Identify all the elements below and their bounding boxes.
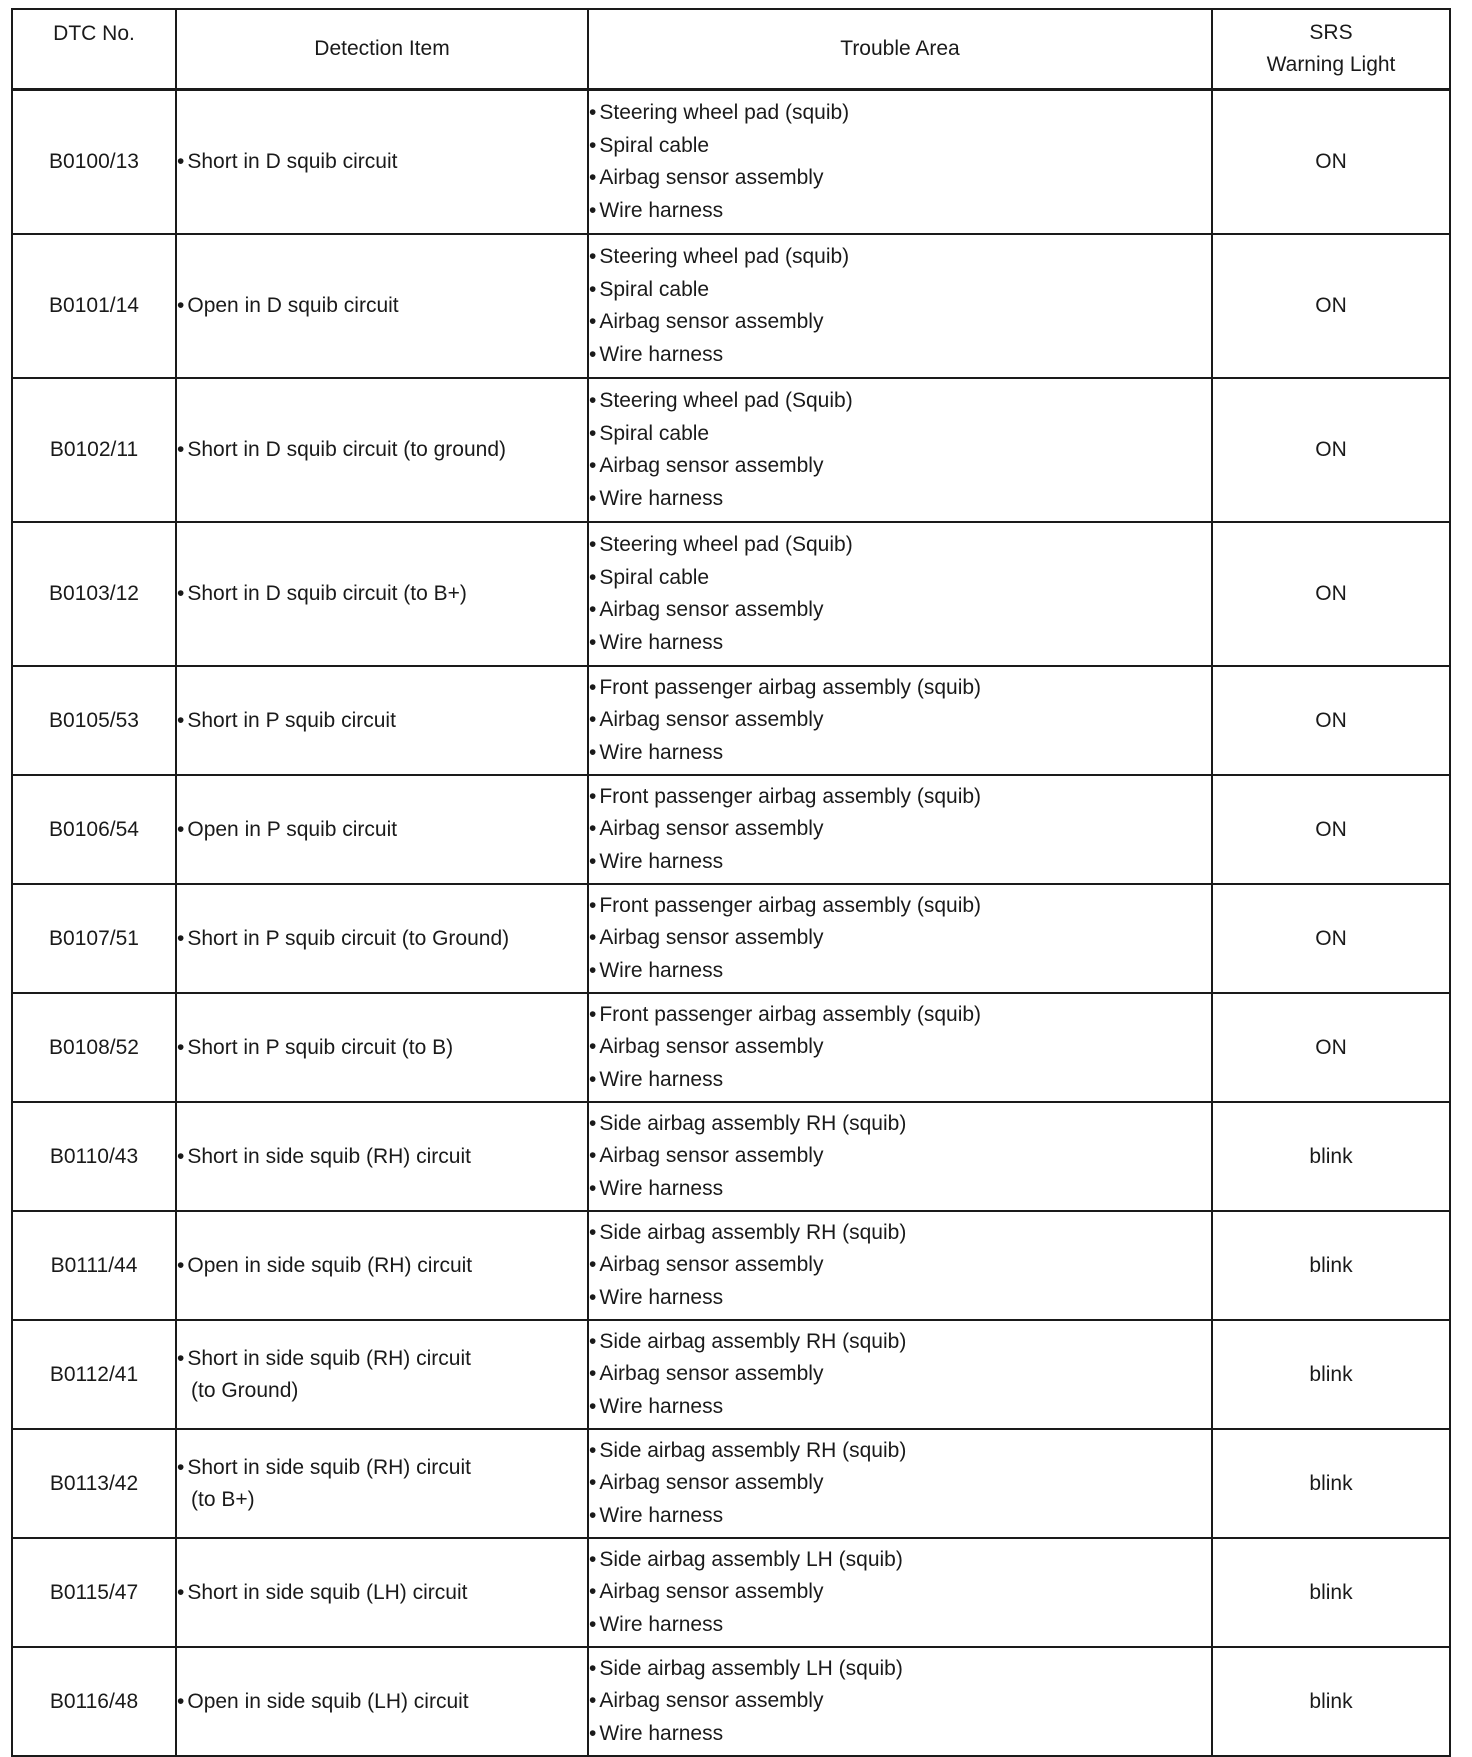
detection-item-text: (to Ground) — [191, 1378, 299, 1402]
trouble-area-item: • Steering wheel pad (Squib) — [589, 529, 1211, 562]
srs-warning-light-status: blink — [1212, 1211, 1450, 1320]
srs-warning-light-status: ON — [1212, 993, 1450, 1102]
trouble-area-item: • Airbag sensor assembly — [589, 1685, 1211, 1718]
srs-warning-light-status: blink — [1212, 1647, 1450, 1756]
srs-warning-light-status: blink — [1212, 1538, 1450, 1647]
trouble-area-item: • Front passenger airbag assembly (squib) — [589, 781, 1211, 814]
trouble-area-item: • Wire harness — [589, 195, 1211, 228]
detection-item-text: (to B+) — [191, 1487, 255, 1511]
detection-item-text: • Short in P squib circuit (to Ground) — [177, 923, 587, 955]
dtc-code: B0116/48 — [12, 1647, 176, 1756]
detection-item-cell — [176, 378, 588, 522]
trouble-area-item: • Side airbag assembly LH (squib) — [589, 1653, 1211, 1686]
trouble-area-cell — [588, 1429, 1212, 1538]
trouble-area-item: • Wire harness — [589, 627, 1211, 660]
table-header — [12, 9, 1450, 90]
srs-warning-light-status: ON — [1212, 522, 1450, 666]
srs-warning-light-status: ON — [1212, 775, 1450, 884]
trouble-area-item: • Steering wheel pad (squib) — [589, 97, 1211, 130]
trouble-area-item: • Wire harness — [589, 1609, 1211, 1642]
trouble-area-cell — [588, 884, 1212, 993]
dtc-code: B0110/43 — [12, 1102, 176, 1211]
detection-item-cell — [176, 666, 588, 775]
detection-item-cell — [176, 522, 588, 666]
detection-item-cell — [176, 1320, 588, 1429]
trouble-area-cell — [588, 775, 1212, 884]
table-row — [12, 378, 1450, 522]
header-dtc-no: DTC No. — [12, 9, 176, 90]
detection-item-cell — [176, 234, 588, 378]
header-detection-item: Detection Item — [176, 9, 588, 90]
dtc-code: B0100/13 — [12, 90, 176, 235]
trouble-area-item: • Airbag sensor assembly — [589, 306, 1211, 339]
trouble-area-item: • Airbag sensor assembly — [589, 1249, 1211, 1282]
dtc-code: B0115/47 — [12, 1538, 176, 1647]
detection-item-text: • Short in side squib (LH) circuit — [177, 1577, 587, 1609]
trouble-area-item: • Side airbag assembly RH (squib) — [589, 1217, 1211, 1250]
trouble-area-item: • Wire harness — [589, 1173, 1211, 1206]
detection-item-cell — [176, 1102, 588, 1211]
detection-item-text: • Short in side squib (RH) circuit — [177, 1141, 587, 1173]
trouble-area-cell — [588, 90, 1212, 235]
dtc-table — [11, 8, 1451, 1757]
detection-item-cell — [176, 1538, 588, 1647]
trouble-area-cell — [588, 1102, 1212, 1211]
trouble-area-item: • Steering wheel pad (squib) — [589, 241, 1211, 274]
detection-item-cell — [176, 993, 588, 1102]
trouble-area-item: • Airbag sensor assembly — [589, 450, 1211, 483]
trouble-area-item: • Wire harness — [589, 1282, 1211, 1315]
trouble-area-item: • Airbag sensor assembly — [589, 813, 1211, 846]
trouble-area-item: • Wire harness — [589, 1500, 1211, 1533]
trouble-area-item: • Airbag sensor assembly — [589, 594, 1211, 627]
table-row — [12, 1320, 1450, 1429]
table-row — [12, 993, 1450, 1102]
detection-item-cell — [176, 1211, 588, 1320]
detection-item-text: • Open in D squib circuit — [177, 290, 587, 322]
trouble-area-cell — [588, 1647, 1212, 1756]
dtc-code: B0112/41 — [12, 1320, 176, 1429]
trouble-area-item: • Spiral cable — [589, 562, 1211, 595]
trouble-area-item: • Airbag sensor assembly — [589, 1140, 1211, 1173]
srs-warning-light-status: ON — [1212, 90, 1450, 235]
trouble-area-cell — [588, 1320, 1212, 1429]
dtc-code: B0102/11 — [12, 378, 176, 522]
detection-item-text: • Short in P squib circuit — [177, 705, 587, 737]
trouble-area-item: • Side airbag assembly RH (squib) — [589, 1326, 1211, 1359]
trouble-area-item: • Front passenger airbag assembly (squib) — [589, 672, 1211, 705]
trouble-area-item: • Airbag sensor assembly — [589, 1576, 1211, 1609]
srs-warning-light-status: ON — [1212, 234, 1450, 378]
table-row — [12, 234, 1450, 378]
detection-item-text: • Open in P squib circuit — [177, 814, 587, 846]
srs-warning-light-status: ON — [1212, 666, 1450, 775]
table-row — [12, 90, 1450, 235]
trouble-area-item: • Side airbag assembly RH (squib) — [589, 1435, 1211, 1468]
srs-warning-light-status: ON — [1212, 884, 1450, 993]
trouble-area-item: • Spiral cable — [589, 274, 1211, 307]
trouble-area-cell — [588, 1538, 1212, 1647]
detection-item-cell — [176, 1429, 588, 1538]
trouble-area-cell — [588, 1211, 1212, 1320]
header-srs-line2: Warning Light — [1266, 53, 1396, 76]
detection-item-text: • Short in D squib circuit — [177, 146, 587, 178]
header-trouble-area: Trouble Area — [588, 9, 1212, 90]
trouble-area-item: • Front passenger airbag assembly (squib) — [589, 999, 1211, 1032]
detection-item-text: • Open in side squib (LH) circuit — [177, 1686, 587, 1718]
trouble-area-cell — [588, 666, 1212, 775]
trouble-area-item: • Spiral cable — [589, 130, 1211, 163]
trouble-area-item: • Airbag sensor assembly — [589, 162, 1211, 195]
trouble-area-cell — [588, 378, 1212, 522]
detection-item-cell — [176, 1647, 588, 1756]
trouble-area-item: • Wire harness — [589, 955, 1211, 988]
srs-warning-light-status: blink — [1212, 1320, 1450, 1429]
dtc-code: B0113/42 — [12, 1429, 176, 1538]
table-row — [12, 1429, 1450, 1538]
trouble-area-item: • Front passenger airbag assembly (squib) — [589, 890, 1211, 923]
dtc-code: B0106/54 — [12, 775, 176, 884]
trouble-area-item: • Side airbag assembly RH (squib) — [589, 1108, 1211, 1141]
dtc-code: B0108/52 — [12, 993, 176, 1102]
trouble-area-item: • Airbag sensor assembly — [589, 704, 1211, 737]
table-row — [12, 775, 1450, 884]
table-row — [12, 1102, 1450, 1211]
srs-warning-light-status: blink — [1212, 1429, 1450, 1538]
trouble-area-cell — [588, 234, 1212, 378]
table-row — [12, 1647, 1450, 1756]
detection-item-text: • Short in D squib circuit (to ground) — [177, 434, 587, 466]
detection-item-text: • Open in side squib (RH) circuit — [177, 1250, 587, 1282]
trouble-area-item: • Wire harness — [589, 1391, 1211, 1424]
header-srs-line1: SRS — [1309, 21, 1353, 44]
trouble-area-item: • Side airbag assembly LH (squib) — [589, 1544, 1211, 1577]
detection-item-cell — [176, 775, 588, 884]
detection-item-text: • Short in side squib (RH) circuit — [177, 1343, 587, 1375]
dtc-code: B0111/44 — [12, 1211, 176, 1320]
trouble-area-item: • Wire harness — [589, 1064, 1211, 1097]
srs-warning-light-status: blink — [1212, 1102, 1450, 1211]
detection-item-cell — [176, 884, 588, 993]
trouble-area-item: • Wire harness — [589, 846, 1211, 879]
table-row — [12, 1538, 1450, 1647]
trouble-area-item: • Steering wheel pad (Squib) — [589, 385, 1211, 418]
srs-warning-light-status: ON — [1212, 378, 1450, 522]
trouble-area-item: • Airbag sensor assembly — [589, 1467, 1211, 1500]
trouble-area-item: • Wire harness — [589, 1718, 1211, 1751]
table-row — [12, 1211, 1450, 1320]
dtc-code: B0103/12 — [12, 522, 176, 666]
trouble-area-item: • Airbag sensor assembly — [589, 1031, 1211, 1064]
dtc-code: B0105/53 — [12, 666, 176, 775]
trouble-area-item: • Wire harness — [589, 339, 1211, 372]
trouble-area-item: • Airbag sensor assembly — [589, 1358, 1211, 1391]
detection-item-text: • Short in P squib circuit (to B) — [177, 1032, 587, 1064]
trouble-area-item: • Airbag sensor assembly — [589, 922, 1211, 955]
trouble-area-item: • Wire harness — [589, 483, 1211, 516]
trouble-area-cell — [588, 522, 1212, 666]
dtc-code: B0101/14 — [12, 234, 176, 378]
detection-item-text: • Short in D squib circuit (to B+) — [177, 578, 587, 610]
header-row — [12, 9, 1450, 90]
table-row — [12, 884, 1450, 993]
detection-item-text: • Short in side squib (RH) circuit — [177, 1452, 587, 1484]
trouble-area-item: • Spiral cable — [589, 418, 1211, 451]
table-row — [12, 666, 1450, 775]
table-row — [12, 522, 1450, 666]
trouble-area-cell — [588, 993, 1212, 1102]
header-srs-warning-light — [1212, 9, 1450, 90]
detection-item-cell — [176, 90, 588, 235]
trouble-area-item: • Wire harness — [589, 737, 1211, 770]
dtc-code: B0107/51 — [12, 884, 176, 993]
table-body — [12, 90, 1450, 1757]
